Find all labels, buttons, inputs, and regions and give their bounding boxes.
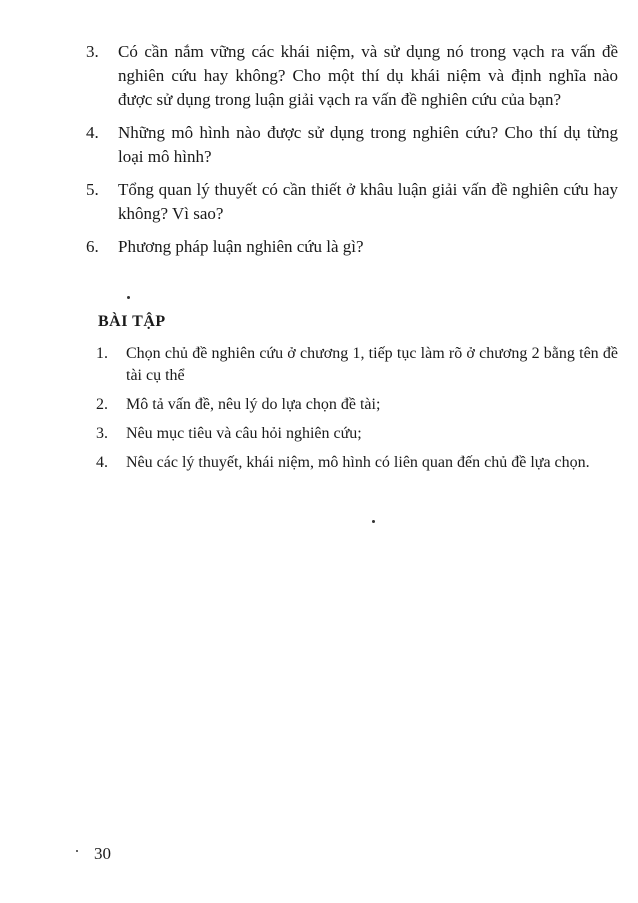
question-number: 3.: [86, 42, 99, 61]
question-item: [86, 235, 618, 259]
exercise-item: [96, 452, 618, 474]
question-item: [86, 40, 618, 112]
question-text: Tổng quan lý thuyết có cần thiết ở khâu luận giải vấn đề nghiên cứu hay không? Vì sao?: [118, 180, 618, 223]
exercise-text: Chọn chủ đề nghiên cứu ở chương 1, tiếp tục làm rõ ở chương 2 bằng tên đề tài cụ thể: [126, 345, 618, 384]
page-number: 30: [94, 844, 111, 863]
question-number: 6.: [86, 237, 99, 256]
exercises-list: [96, 343, 618, 481]
question-text: Phương pháp luận nghiên cứu là gì?: [118, 237, 364, 256]
exercise-item: [96, 423, 618, 445]
scan-speck: [127, 296, 130, 299]
question-item: [86, 178, 618, 226]
scan-speck: [76, 850, 78, 852]
exercise-text: Mô tả vấn đề, nêu lý do lựa chọn đề tài;: [126, 396, 381, 413]
scan-speck: [372, 520, 375, 523]
exercise-number: 4.: [96, 454, 108, 471]
review-questions-list: [86, 40, 618, 268]
exercises-heading: BÀI TẬP: [98, 313, 166, 330]
question-text: Có cần nắm vững các khái niệm, và sử dụng nó trong vạch ra vấn đề nghiên cứu hay không? Cho một thí dụ khái niệm và định nghĩa nào được sử dụng trong luận giải vạch ra vấn đề nghiên cứu của bạn?: [118, 42, 618, 109]
question-number: 5.: [86, 180, 99, 199]
exercise-text: Nêu các lý thuyết, khái niệm, mô hình có liên quan đến chủ đề lựa chọn.: [126, 454, 590, 471]
question-item: [86, 121, 618, 169]
exercise-item: [96, 343, 618, 387]
question-text: Những mô hình nào được sử dụng trong nghiên cứu? Cho thí dụ từng loại mô hình?: [118, 123, 618, 166]
exercise-item: [96, 394, 618, 416]
exercise-number: 3.: [96, 425, 108, 442]
exercise-number: 2.: [96, 396, 108, 413]
exercise-text: Nêu mục tiêu và câu hỏi nghiên cứu;: [126, 425, 362, 442]
exercise-number: 1.: [96, 345, 108, 362]
question-number: 4.: [86, 123, 99, 142]
